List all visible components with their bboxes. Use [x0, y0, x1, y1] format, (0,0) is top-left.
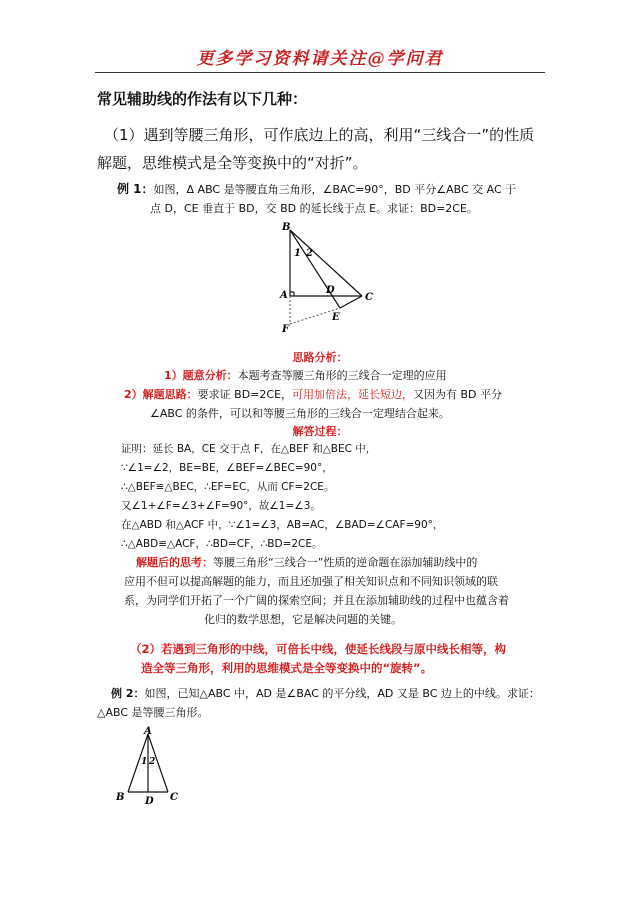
label-b: B [282, 222, 291, 233]
solution-line-4: 又∠1+∠F=∠3+∠F=90°，故∠1=∠3。 [121, 500, 321, 512]
label-d-2: D [145, 796, 154, 807]
label-e: E [332, 312, 340, 323]
label-c: C [365, 292, 373, 303]
analysis-item2-label: 2）解题思路： [124, 388, 198, 401]
reflection-line4: 化归的数学思想，它是解决问题的关键。 [204, 613, 402, 626]
label-d: D [326, 285, 335, 296]
analysis-item1-text: 本题考查等腰三角形的三线合一定理的应用 [237, 369, 447, 382]
section1-line2: 解题，思维模式是全等变换中的“对折”。 [97, 154, 368, 172]
label-a: A [280, 290, 288, 301]
reflection-label: 解题后的思考： [136, 556, 213, 569]
analysis-item2-text-a: 要求证 BD=2CE， [197, 388, 293, 401]
header-rule [95, 72, 545, 73]
solution-line-6: ∴△ABD≌△ACF，∴BD=CF，∴BD=2CE。 [121, 538, 323, 550]
heading: 常见辅助线的作法有以下几种： [97, 90, 308, 108]
reflection-line2: 应用不但可以提高解题的能力，而且还加强了相关知识点和不同知识领域的联 [124, 575, 498, 588]
solution-line-1: 证明：延长 BA，CE 交于点 F，在△BEF 和△BEC 中， [121, 443, 377, 455]
analysis-title: 思路分析： [292, 351, 348, 364]
figure-1-triangle [270, 218, 380, 342]
analysis-item1-label: 1）题意分析： [164, 369, 238, 382]
label-f: F [282, 324, 290, 335]
example1-label: 例 1： [117, 182, 154, 196]
reflection-line3: 系，为同学们开拓了一个广阔的探索空间；并且在添加辅助线的过程中也蕴含着 [124, 594, 509, 607]
section2-line1: （2）若遇到三角形的中线，可倍长中线，使延长线段与原中线长相等，构 [130, 642, 506, 656]
example1-line1 [117, 180, 516, 199]
solution-line-2: ∵∠1=∠2，BE=BE，∠BEF=∠BEC=90°， [121, 462, 333, 474]
analysis-item2 [124, 385, 502, 404]
label-angle-1-2: 1 [141, 757, 148, 767]
section1-line1: （1）遇到等腰三角形，可作底边上的高，利用“三线合一”的性质 [104, 126, 535, 144]
analysis-item2-text-b: 又因为有 BD 平分 [413, 388, 503, 401]
label-c-2: C [170, 792, 178, 803]
analysis-item2-line2: ∠ABC 的条件，可以和等腰三角形的三线合一定理结合起来。 [150, 407, 450, 420]
segment-ec [340, 296, 362, 308]
figure-2-triangle [108, 726, 188, 808]
example2-line1 [111, 684, 540, 703]
reflection-line1 [136, 553, 477, 572]
label-angle-1: 1 [294, 248, 301, 259]
reflection-text1: 等腰三角形“三线合一”性质的逆命题在添加辅助线中的 [213, 556, 478, 569]
label-angle-2: 2 [306, 248, 313, 259]
solution-line-5: 在△ABD 和△ACF 中，∵∠1=∠3，AB=AC，∠BAD=∠CAF=90°， [121, 519, 444, 531]
label-a-2: A [144, 726, 152, 737]
label-b-2: B [116, 792, 125, 803]
solution-title: 解答过程： [292, 425, 348, 438]
analysis-item2-highlight: 可用加倍法，延长短边， [292, 388, 414, 401]
example1-text1: 如图，Δ ABC 是等腰直角三角形，∠BAC=90°，BD 平分∠ABC 交 AC 于 [153, 183, 517, 196]
section2-line2: 造全等三角形，利用的思维模式是全等变换中的“旋转”。 [141, 661, 433, 675]
example1-line2: 点 D，CE 垂直于 BD，交 BD 的延长线于点 E。求证：BD=2CE。 [150, 202, 478, 215]
example2-label: 例 2： [111, 687, 145, 700]
label-angle-2-2: 2 [149, 757, 156, 767]
solution-line-3: ∴△BEF≌△BEC，∴EF=EC，从而 CF=2CE。 [121, 481, 335, 493]
header-title: 更多学习资料请关注@学问君 [196, 49, 444, 69]
example2-line2: △ABC 是等腰三角形。 [97, 706, 209, 719]
example2-text1: 如图，已知△ABC 中，AD 是∠BAC 的平分线，AD 又是 BC 边上的中线。求证： [144, 687, 540, 700]
analysis-item1 [164, 366, 447, 385]
